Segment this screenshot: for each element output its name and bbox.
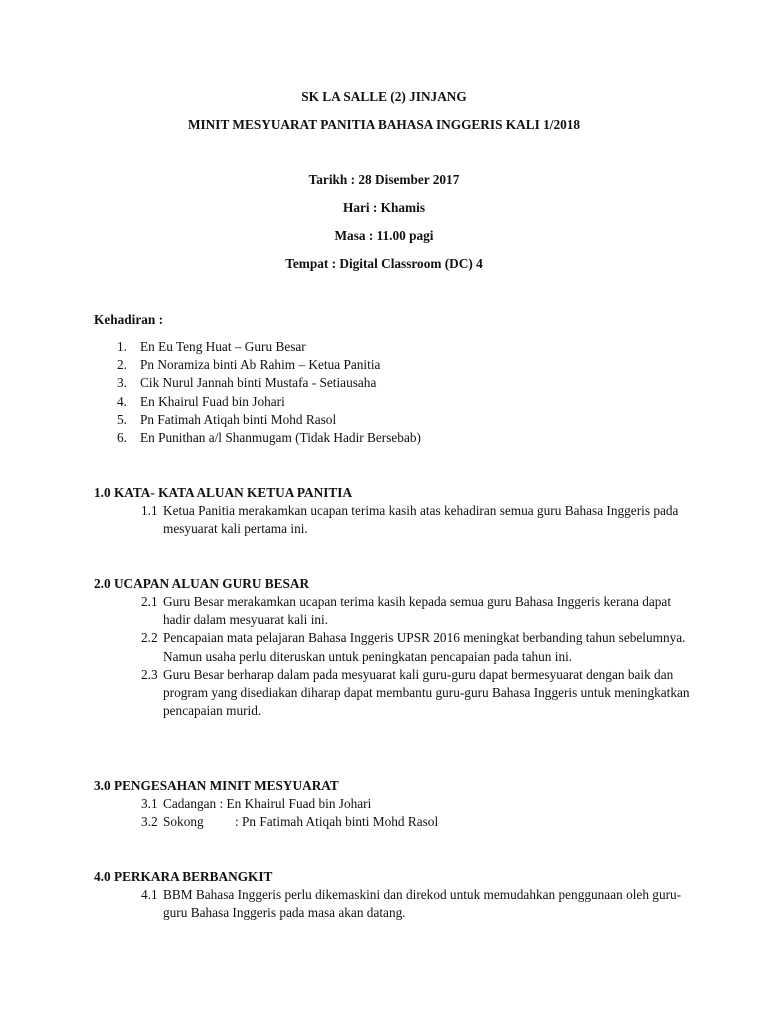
meeting-date: Tarikh : 28 Disember 2017 [308, 172, 460, 187]
attendance-name: Pn Noramiza binti Ab Rahim – Ketua Panitia [140, 357, 381, 373]
item-number: 2.3 [141, 666, 158, 682]
attendance-item [117, 411, 421, 429]
section-item [141, 813, 701, 831]
attendance-name: En Punithan a/l Shanmugam (Tidak Hadir Bersebab) [140, 430, 421, 446]
attendance-number: 4. [117, 393, 127, 409]
attendance-item [117, 374, 421, 392]
attendance-item [117, 393, 421, 411]
section-items-4 [141, 886, 701, 922]
attendance-item [117, 356, 421, 374]
attendance-name: En Khairul Fuad bin Johari [140, 393, 285, 409]
section-heading-1: 1.0 KATA- KATA ALUAN KETUA PANITIA [94, 485, 353, 500]
attendance-number: 5. [117, 411, 127, 427]
section-item [141, 629, 701, 665]
section-heading-4: 4.0 PERKARA BERBANGKIT [94, 869, 273, 884]
attendance-number: 6. [117, 430, 127, 446]
item-text: Guru Besar merakamkan ucapan terima kasih kepada semua guru Bahasa Inggeris kerana dapat hadir dalam mesyuarat kali ini. [163, 594, 672, 628]
item-text: Pencapaian mata pelajaran Bahasa Inggeris UPSR 2016 meningkat berbanding tahun sebelumnya. Namun usaha perlu diteruskan untuk peningkatan pencapaian pada tahun ini. [163, 630, 686, 664]
document-title: MINIT MESYUARAT PANITIA BAHASA INGGERIS KALI 1/2018 [187, 117, 581, 132]
item-number: 3.2 [141, 814, 158, 830]
item-number: 1.1 [141, 503, 158, 518]
seconder-name: : Pn Fatimah Atiqah binti Mohd Rasol [235, 814, 439, 830]
item-number: 2.1 [141, 594, 158, 609]
attendance-heading: Kehadiran : [94, 312, 164, 327]
seconder-label: Sokong [163, 814, 204, 830]
meeting-time: Masa : 11.00 pagi [334, 228, 434, 243]
section-items-1 [141, 502, 701, 538]
school-name: SK LA SALLE (2) JINJANG [301, 89, 467, 104]
attendance-list [117, 338, 421, 447]
section-items-3 [141, 795, 701, 831]
section-item [141, 502, 701, 538]
section-items-2 [141, 593, 701, 720]
item-text [163, 813, 701, 831]
section-item [141, 795, 701, 813]
attendance-number: 1. [117, 339, 127, 354]
item-text: Ketua Panitia merakamkan ucapan terima kasih atas kehadiran semua guru Bahasa Inggeris pada mesyuarat kali pertama ini. [163, 503, 679, 537]
item-text: BBM Bahasa Inggeris perlu dikemaskini dan direkod untuk memudahkan penggunaan oleh guru-guru Bahasa Inggeris pada masa akan datang. [163, 887, 682, 921]
attendance-name: En Eu Teng Huat – Guru Besar [140, 339, 306, 354]
proposer-label: Cadangan [163, 796, 217, 811]
meeting-place: Tempat : Digital Classroom (DC) 4 [285, 256, 483, 271]
item-text [163, 795, 701, 813]
section-item [141, 886, 701, 922]
meeting-day: Hari : Khamis [343, 200, 425, 215]
attendance-number: 3. [117, 375, 127, 391]
attendance-name: Cik Nurul Jannah binti Mustafa - Setiausaha [140, 375, 377, 391]
attendance-item [117, 429, 421, 447]
section-heading-3: 3.0 PENGESAHAN MINIT MESYUARAT [94, 778, 339, 793]
item-text: Guru Besar berharap dalam pada mesyuarat kali guru-guru dapat bermesyuarat dengan baik dan program yang disediakan diharap dapat membantu guru-guru Bahasa Inggeris untuk meningkatkan pencapaian murid. [163, 666, 690, 719]
section-item [141, 593, 701, 629]
attendance-item [117, 338, 421, 356]
item-number: 4.1 [141, 887, 158, 902]
item-number: 3.1 [141, 796, 158, 811]
section-item [141, 666, 701, 721]
proposer-name: : En Khairul Fuad bin Johari [219, 796, 372, 811]
attendance-number: 2. [117, 357, 127, 373]
item-number: 2.2 [141, 630, 158, 646]
attendance-name: Pn Fatimah Atiqah binti Mohd Rasol [140, 411, 337, 427]
section-heading-2: 2.0 UCAPAN ALUAN GURU BESAR [94, 576, 310, 591]
